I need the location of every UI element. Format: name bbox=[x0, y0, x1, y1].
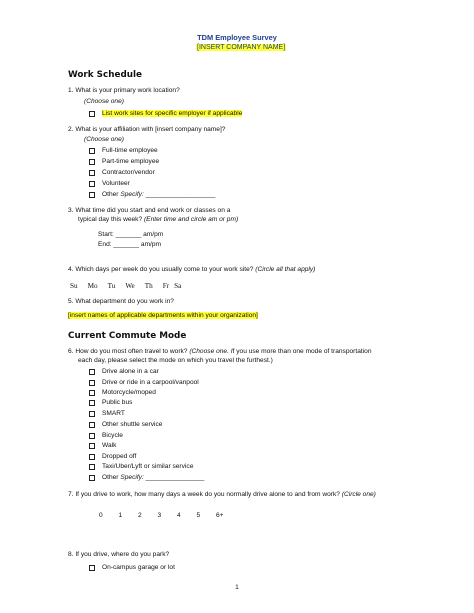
option-label: On-campus garage or lot bbox=[102, 564, 175, 571]
question-3-text: typical day this week? bbox=[78, 216, 144, 223]
specify-label: Specify: bbox=[120, 474, 144, 481]
day-option[interactable]: Su bbox=[70, 282, 78, 290]
option-label: Part-time employee bbox=[102, 158, 160, 165]
option-label: Volunteer bbox=[102, 180, 130, 187]
question-1-option[interactable] bbox=[89, 110, 242, 117]
commute-option[interactable] bbox=[89, 379, 199, 386]
other-label: Other bbox=[102, 191, 119, 198]
question-5: 5. What department do you work in? bbox=[68, 298, 174, 305]
day-option[interactable]: Fr bbox=[162, 282, 170, 290]
question-5-departments-placeholder: [insert names of applicable departments within your organization] bbox=[68, 312, 258, 319]
commute-option[interactable] bbox=[89, 368, 159, 375]
option-label: Drive alone in a car bbox=[102, 368, 159, 375]
specify-label: Specify: bbox=[120, 191, 144, 198]
option-label: Full-time employee bbox=[102, 147, 158, 154]
specify-blank[interactable]: ________________ bbox=[145, 474, 205, 481]
option-label: Dropped off bbox=[102, 453, 137, 460]
number-option[interactable]: 5 bbox=[196, 512, 201, 519]
question-8: 8. If you drive, where do you park? bbox=[68, 551, 170, 558]
checkbox[interactable] bbox=[89, 369, 95, 375]
commute-other-option[interactable] bbox=[89, 474, 204, 481]
day-option[interactable]: We bbox=[125, 282, 135, 290]
commute-option[interactable] bbox=[89, 410, 125, 417]
question-6-text: 6. How do you most often travel to work? bbox=[68, 348, 190, 355]
question-2: 2. What is your affiliation with [insert company name]? bbox=[68, 126, 226, 133]
question-2-option[interactable] bbox=[89, 147, 158, 154]
parking-option[interactable] bbox=[89, 564, 175, 571]
question-3-line1: 3. What time did you start and end work or classes on a bbox=[68, 207, 231, 214]
checkbox[interactable] bbox=[89, 181, 95, 187]
number-option[interactable]: 6+ bbox=[216, 512, 224, 519]
number-option[interactable]: 1 bbox=[118, 512, 123, 519]
specify-blank[interactable]: ___________________ bbox=[145, 191, 216, 198]
question-6-line2: each day, please select the mode on which you travel the furthest.) bbox=[78, 357, 273, 364]
question-2-option[interactable] bbox=[89, 180, 130, 187]
other-label: Other bbox=[102, 474, 119, 481]
days-count-options bbox=[99, 512, 236, 519]
option-label: Motorcycle/moped bbox=[102, 389, 156, 396]
question-4-hint: (Circle all that apply) bbox=[255, 266, 316, 273]
commute-option[interactable] bbox=[89, 399, 132, 406]
number-option[interactable]: 3 bbox=[157, 512, 162, 519]
checkbox[interactable] bbox=[89, 422, 95, 428]
question-2-hint: (Choose one) bbox=[84, 136, 124, 143]
question-1-hint: (Choose one) bbox=[84, 98, 124, 105]
number-option[interactable]: 4 bbox=[177, 512, 181, 519]
start-time-field[interactable]: Start: _______ am/pm bbox=[98, 231, 164, 238]
commute-option[interactable] bbox=[89, 389, 156, 396]
commute-option[interactable] bbox=[89, 453, 136, 460]
number-option[interactable]: 2 bbox=[138, 512, 142, 519]
option-label: Public bus bbox=[102, 399, 133, 406]
option-label: SMART bbox=[102, 410, 125, 417]
checkbox[interactable] bbox=[89, 433, 95, 439]
question-6-text-cont: f you use more than one mode of transportation bbox=[232, 348, 372, 355]
checkbox[interactable] bbox=[89, 411, 95, 417]
checkbox[interactable] bbox=[89, 380, 95, 386]
checkbox[interactable] bbox=[89, 192, 95, 198]
question-6-line1 bbox=[68, 348, 372, 355]
number-option[interactable]: 0 bbox=[99, 512, 103, 519]
days-of-week bbox=[70, 282, 191, 290]
commute-option[interactable] bbox=[89, 442, 116, 449]
question-7-text: 7. If you drive to work, how many days a week do you normally drive alone to and from work? bbox=[68, 491, 342, 498]
option-label: List work sites for specific employer if applicable bbox=[102, 110, 243, 117]
page-number: 1 bbox=[235, 584, 239, 591]
day-option[interactable]: Sa bbox=[174, 282, 182, 290]
option-label: Taxi/Uber/Lyft or similar service bbox=[102, 463, 194, 470]
checkbox[interactable] bbox=[89, 148, 95, 154]
checkbox[interactable] bbox=[89, 464, 95, 470]
question-2-option[interactable] bbox=[89, 169, 155, 176]
question-2-option[interactable] bbox=[89, 158, 159, 165]
checkbox[interactable] bbox=[89, 454, 95, 460]
question-7-hint: (Circle one) bbox=[341, 491, 376, 498]
option-label: Contractor/vendor bbox=[102, 169, 155, 176]
checkbox[interactable] bbox=[89, 170, 95, 176]
checkbox[interactable] bbox=[89, 390, 95, 396]
option-label: Other shuttle service bbox=[102, 421, 163, 428]
question-2-other-option[interactable] bbox=[89, 191, 215, 198]
checkbox[interactable] bbox=[89, 565, 95, 571]
survey-title: TDM Employee Survey bbox=[197, 33, 277, 42]
end-time-field[interactable]: End: _______ am/pm bbox=[98, 241, 162, 248]
option-label: Bicycle bbox=[102, 432, 123, 439]
question-3-line2 bbox=[78, 216, 238, 223]
question-3-hint: (Enter time and circle am or pm) bbox=[143, 216, 239, 223]
checkbox[interactable] bbox=[89, 475, 95, 481]
company-name-placeholder: [INSERT COMPANY NAME] bbox=[197, 44, 286, 51]
question-1: 1. What is your primary work location? bbox=[68, 87, 180, 94]
checkbox[interactable] bbox=[89, 443, 95, 449]
section-heading-work-schedule: Work Schedule bbox=[68, 70, 143, 80]
question-4-text: 4. Which days per week do you usually come to your work site? bbox=[68, 266, 256, 273]
section-heading-current-commute-mode: Current Commute Mode bbox=[68, 331, 187, 341]
question-7 bbox=[68, 491, 376, 498]
commute-option[interactable] bbox=[89, 432, 123, 439]
day-option[interactable]: Th bbox=[144, 282, 153, 290]
commute-option[interactable] bbox=[89, 463, 193, 470]
checkbox[interactable] bbox=[89, 400, 95, 406]
commute-option[interactable] bbox=[89, 421, 162, 428]
question-4 bbox=[68, 266, 315, 273]
option-label: Drive or ride in a carpool/vanpool bbox=[102, 379, 199, 386]
option-label: Walk bbox=[102, 442, 117, 449]
question-6-hint: (Choose one. I bbox=[189, 348, 233, 355]
day-option[interactable]: Tu bbox=[107, 282, 116, 290]
checkbox[interactable] bbox=[89, 159, 95, 165]
checkbox[interactable] bbox=[89, 111, 95, 117]
day-option[interactable]: Mo bbox=[87, 282, 98, 290]
